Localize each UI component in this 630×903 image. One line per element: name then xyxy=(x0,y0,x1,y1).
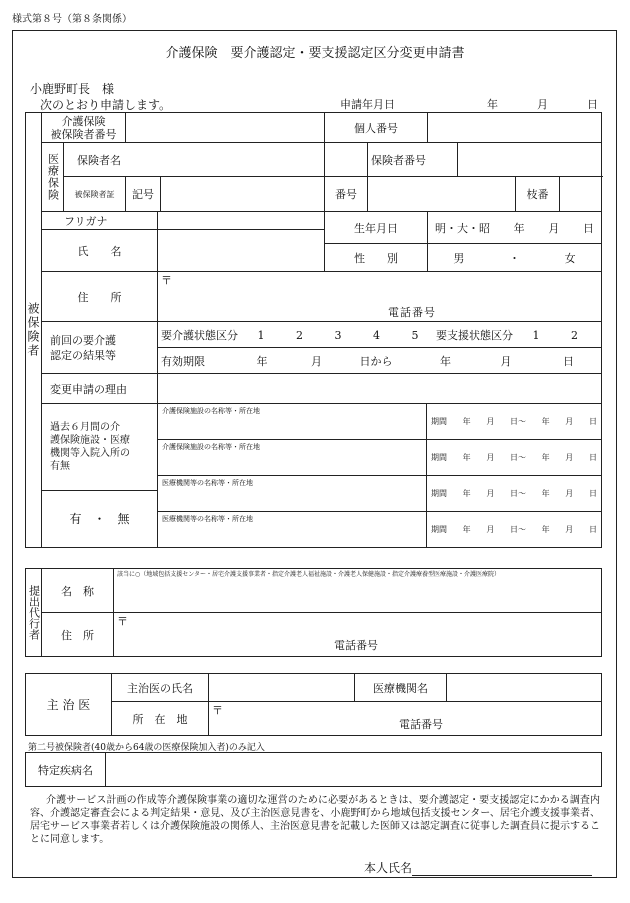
doctor-address-label: 所 在 地 xyxy=(112,702,209,736)
signature-input[interactable] xyxy=(412,863,592,876)
agent-postal-mark: 〒 xyxy=(117,615,128,628)
agent-name-input[interactable] xyxy=(114,569,602,613)
doctor-phone-label: 電話番号 xyxy=(399,718,443,731)
card-branch-input[interactable] xyxy=(560,177,602,212)
name-input[interactable] xyxy=(158,230,325,272)
address-input[interactable] xyxy=(158,272,602,322)
addressee: 小鹿野町長 様 xyxy=(30,82,115,96)
apply-month-unit: 月 xyxy=(537,98,548,111)
disease-table xyxy=(25,752,602,787)
past-stay-label: 過去６月間の介 護保険施設・医療 機関等入院入所の 有無 有 ・ 無 xyxy=(42,404,158,548)
furigana-input[interactable] xyxy=(158,212,325,230)
institution-input[interactable] xyxy=(447,674,602,702)
agent-table xyxy=(25,568,602,657)
agent-type-note: 該当に○（地域包括支援センター・居宅介護支援事業者・指定介護老人福祉施設・介護老人保健施設・指定介護療養型医療施設・介護医療院） xyxy=(117,571,500,578)
signature-row xyxy=(364,859,592,876)
insured-number-input[interactable] xyxy=(126,113,325,143)
agent-phone-label: 電話番号 xyxy=(334,639,378,652)
reason-label: 変更申請の理由 xyxy=(42,374,158,404)
disease-label: 特定疾病名 xyxy=(26,753,106,787)
second-insured-note: 第二号被保険者(40歳から64歳の医療保険加入者)のみ記入 xyxy=(28,743,265,753)
facility-row[interactable]: 医療機関等の名称等・所在地 期間 年 月 日〜 年 月 日 xyxy=(158,512,601,547)
agent-side-label: 提出代行者 xyxy=(26,569,42,657)
consent-text: 介護サービス計画の作成等介護保険事業の適切な運営のために必要があるときは、要介護認定・要支援認定にかかる調査内容、介護認定審査会による判定結果・意見、及び主治医意見書を、小鹿野町から地域包括支援センター、居宅介護支援事業者、居宅サービス事業者若しくは介護保険施設の関係人、主治医意見書を記載した医師又は認定調査に従事した調査員に提示することに同意します。 xyxy=(30,795,600,845)
doctor-name-label: 主治医の氏名 xyxy=(112,674,209,702)
furigana-label: フリガナ xyxy=(42,212,158,230)
validity-row[interactable]: 有効期限 年 月 日から 年 月 日 xyxy=(158,348,602,374)
address-label: 住 所 xyxy=(42,272,158,322)
reason-input[interactable] xyxy=(158,374,602,404)
insurer-name-label: 保険者名 xyxy=(64,143,325,177)
insured-table xyxy=(25,112,602,548)
birth-label: 生年月日 xyxy=(325,212,428,244)
personal-no-input[interactable] xyxy=(428,113,602,143)
card-number-label: 番号 xyxy=(325,177,368,212)
prev-result-label: 前回の要介護 認定の結果等 xyxy=(42,322,158,374)
disease-input[interactable] xyxy=(106,753,602,787)
postal-mark: 〒 xyxy=(161,274,172,287)
signature-label: 本人氏名 xyxy=(364,861,413,875)
apply-year-unit: 年 xyxy=(487,98,498,111)
card-label: 被保険者証 xyxy=(64,177,126,212)
sex-label: 性 別 xyxy=(325,244,428,272)
yes-no-option[interactable]: 有 ・ 無 xyxy=(69,512,130,526)
card-symbol-label: 記号 xyxy=(126,177,161,211)
card-symbol-cell xyxy=(126,177,325,212)
card-symbol-input[interactable] xyxy=(161,177,324,211)
agent-address-input[interactable] xyxy=(114,613,602,657)
intro-text: 次のとおり申請します。 xyxy=(40,98,172,112)
sex-input[interactable]: 男 ・ 女 xyxy=(428,244,602,272)
insurer-no-label: 保険者番号 xyxy=(368,143,458,177)
insured-side-label: 被保険者 xyxy=(26,113,42,548)
doctor-postal-mark: 〒 xyxy=(212,704,223,717)
name-label: 氏 名 xyxy=(42,230,158,272)
doctor-name-input[interactable] xyxy=(209,674,355,702)
personal-no-label: 個人番号 xyxy=(325,113,428,143)
agent-address-label: 住 所 xyxy=(42,613,114,657)
birth-input[interactable]: 明・大・昭 年 月 日 xyxy=(428,212,602,244)
care-level-row[interactable]: 要介護状態区分 1 2 3 4 5 要支援状態区分 1 2 xyxy=(158,322,602,348)
apply-date-label: 申請年月日 xyxy=(340,98,395,111)
institution-label: 医療機関名 xyxy=(355,674,447,702)
card-branch-label: 枝番 xyxy=(516,177,560,212)
card-number-input[interactable] xyxy=(368,177,516,212)
agent-name-label: 名 称 xyxy=(42,569,114,613)
apply-day-unit: 日 xyxy=(587,98,598,111)
insured-phone-label: 電話番号 xyxy=(388,306,436,319)
doctor-table xyxy=(25,673,602,736)
doctor-label: 主 治 医 xyxy=(26,674,112,736)
insurer-no-input[interactable] xyxy=(458,143,602,177)
form-number: 様式第８号（第８条関係） xyxy=(12,14,132,25)
facility-list xyxy=(158,404,602,548)
facility-row[interactable]: 介護保険施設の名称等・所在地 期間 年 月 日〜 年 月 日 xyxy=(158,404,601,440)
doctor-address-input[interactable] xyxy=(209,702,602,736)
insurer-name-input[interactable] xyxy=(325,143,368,177)
facility-row[interactable]: 医療機関等の名称等・所在地 期間 年 月 日〜 年 月 日 xyxy=(158,476,601,512)
form-title: 介護保険 要介護認定・要支援認定区分変更申請書 xyxy=(165,46,465,61)
insured-number-label: 介護保険 被保険者番号 xyxy=(42,113,126,143)
medical-insurance-label: 医療保険 xyxy=(42,143,64,212)
facility-row[interactable]: 介護保険施設の名称等・所在地 期間 年 月 日〜 年 月 日 xyxy=(158,440,601,476)
